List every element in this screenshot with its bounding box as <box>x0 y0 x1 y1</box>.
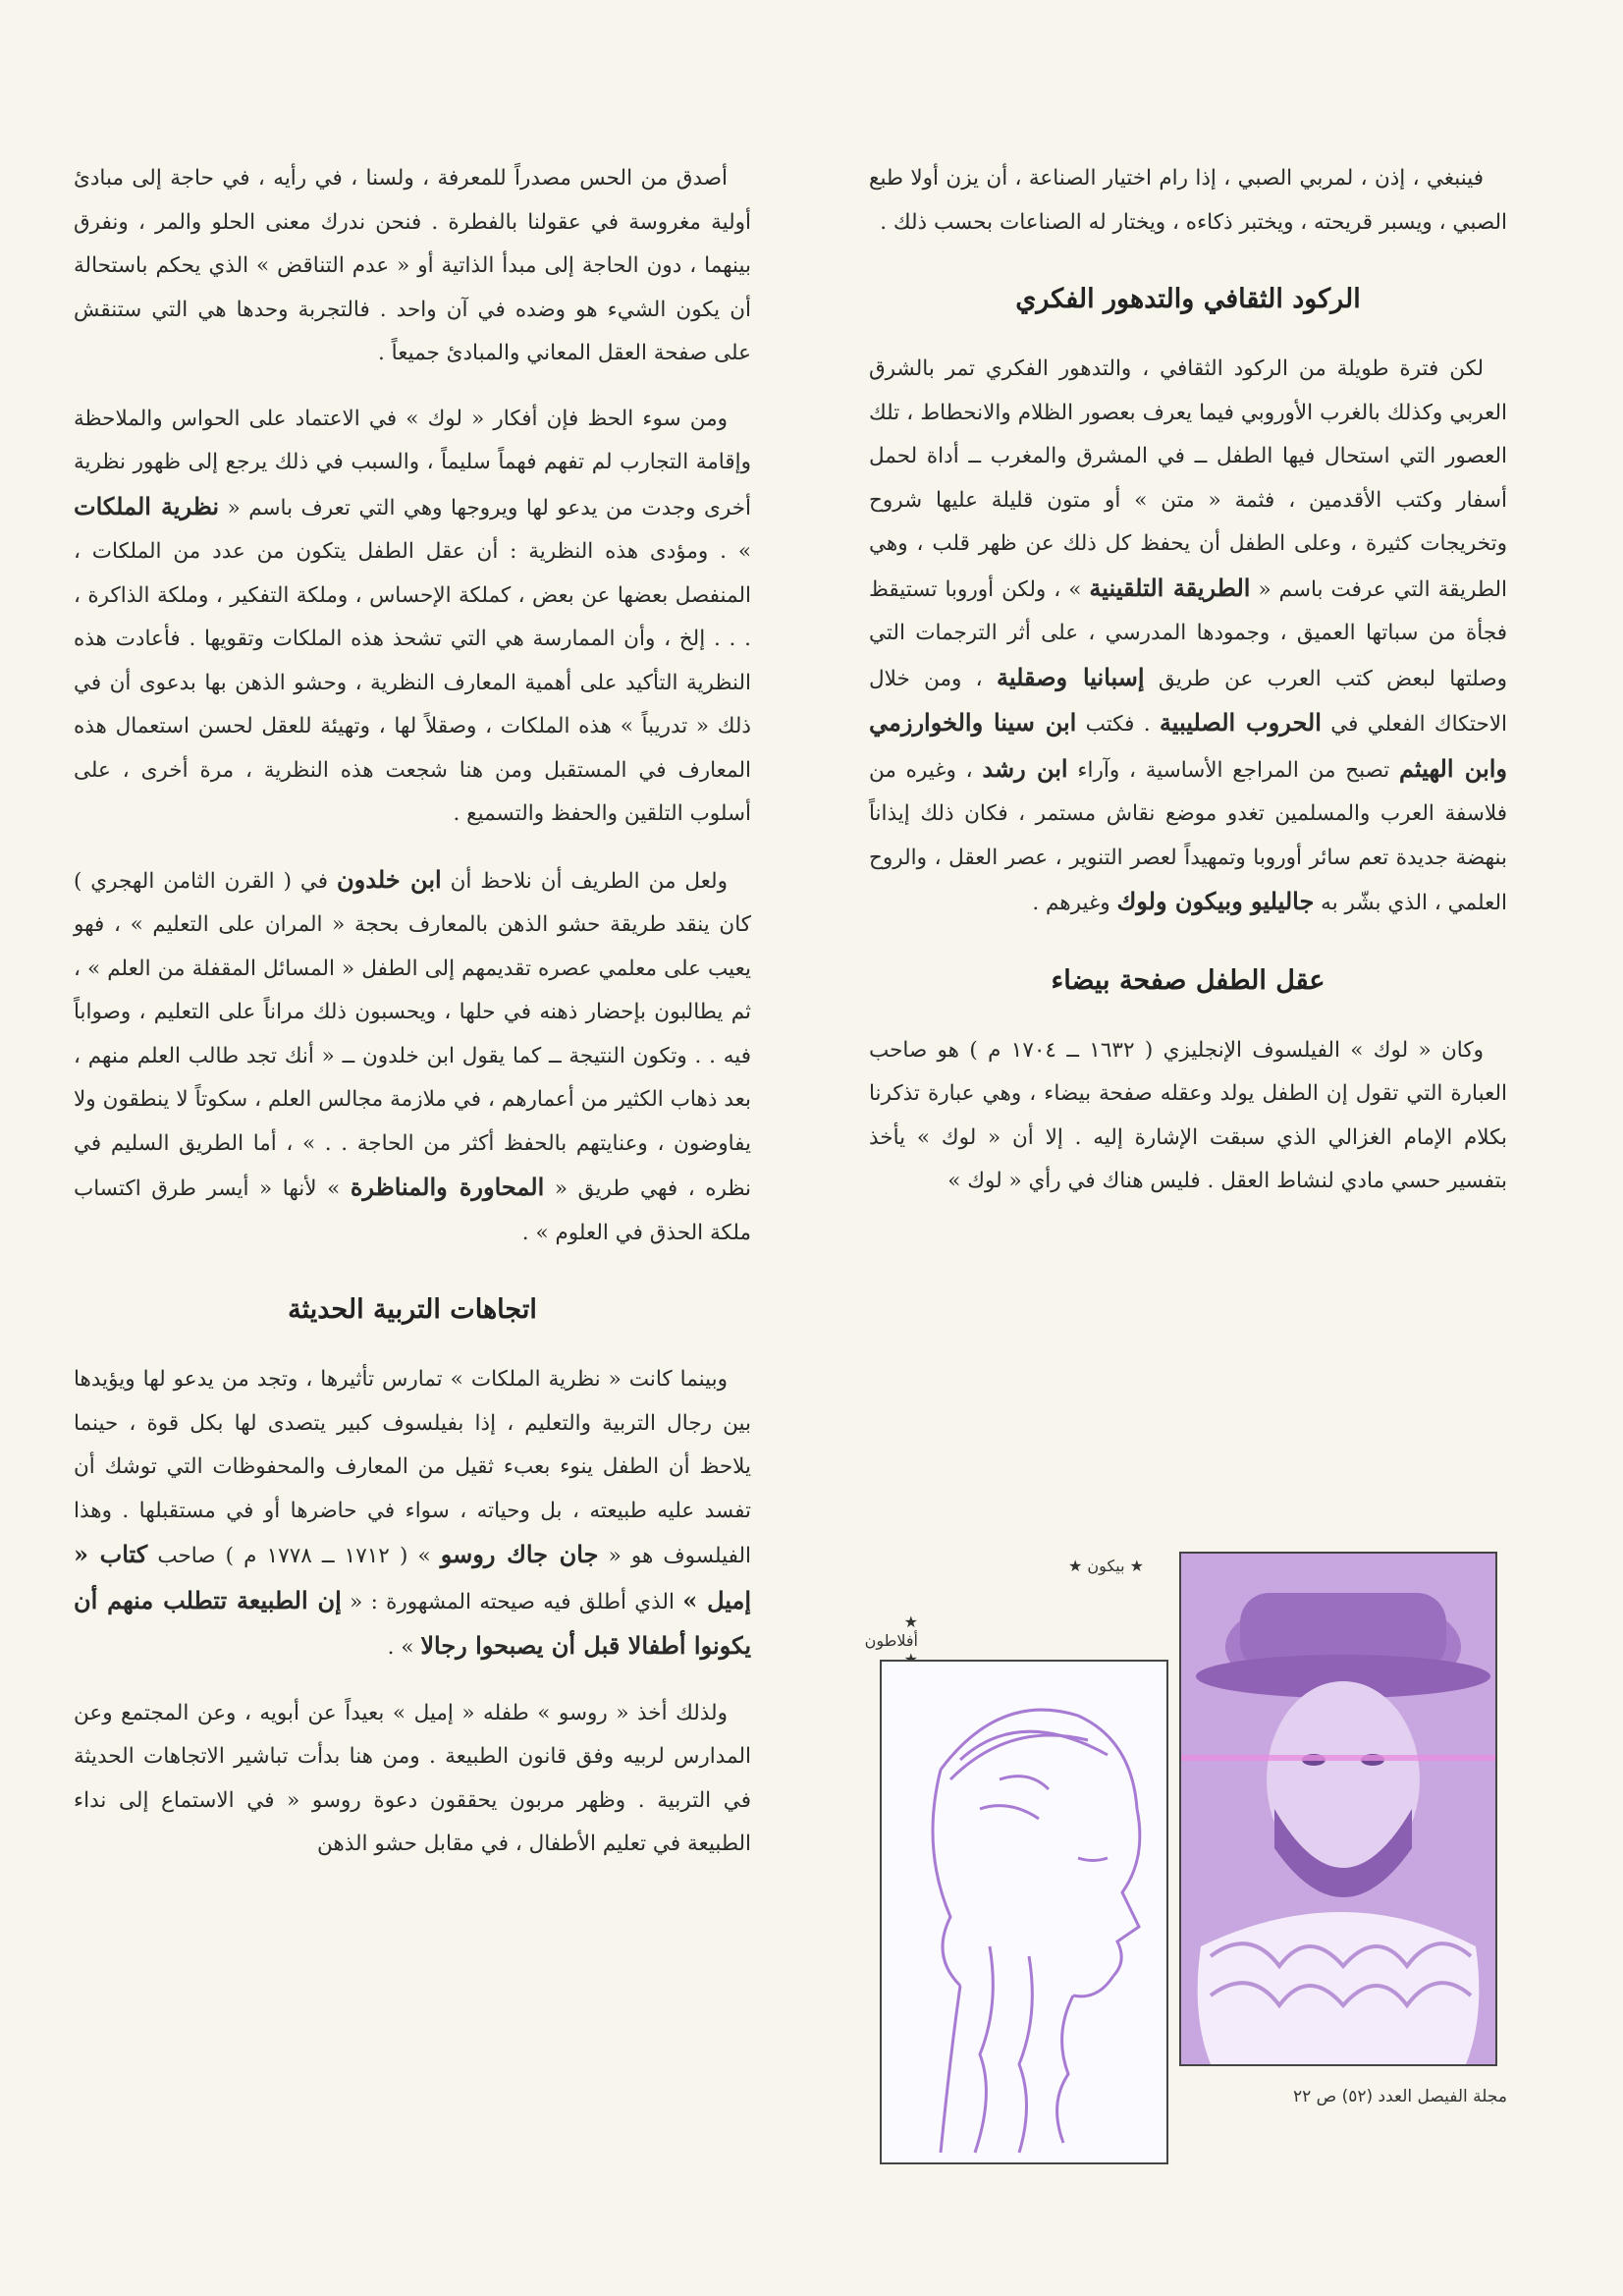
right-column <box>869 157 1507 1226</box>
paragraph-ibn-khaldun <box>74 858 751 1256</box>
text: وغيرهم . <box>1032 891 1110 915</box>
heading-blank-slate: عقل الطفل صفحة بيضاء <box>1051 964 1325 996</box>
text: » . <box>387 1635 414 1660</box>
emphasis: الحروب الصليبية <box>1159 708 1322 737</box>
source-caption: مجلة الفيصل العدد (٥٢) ص ٢٢ <box>1292 2087 1507 2106</box>
paragraph-intro: فينبغي ، إذن ، لمربي الصبي ، إذا رام اختيار الصناعة ، أن يزن أولا طبع الصبي ، ويسبر قريحته ، ويختبر ذكاءه ، ويختار له الصناعات بحسب ذلك . <box>869 166 1507 235</box>
paragraph-stagnation <box>869 348 1507 926</box>
emphasis: كتاب « إميل » <box>74 1540 752 1614</box>
text: في ( القرن الثامن الهجري ) كان ينقد طريقة حشو الذهن بالمعارف بحجة « المران على التعليم » ، فهو يعيب على معلمي عصره تقديمهم إلى الطفل « المسائل المقفلة من العلم » ، ثم يطالبون بإحضار ذهنه في حلها ، ويحسبون ذلك مراناً على التعليم ، وصواباً فيه . . وتكون النتيجة ــ كما يقول ابن خلدون ــ « أنك تجد طالب العلم منهم ، بعد ذهاب الكثير من أعمارهم ، في ملازمة مجالس العلم ، سكوتاً لا ينطقون ولا يفاوضون ، وعنايتهم بالحفظ أكثر من الحاجة . . » ، أما الطريق السليم في نظره ، فهي طريق « <box>74 868 751 1201</box>
paragraph-rousseau <box>74 1358 751 1670</box>
emphasis: نظرية الملكات <box>74 491 220 520</box>
emphasis: جان جاك روسو <box>440 1540 599 1568</box>
text: » ( ١٧١٢ ــ ١٧٧٨ م ) صاحب <box>157 1544 431 1568</box>
text: » لأنها « أيسر طرق اكتساب ملكة الحذق في العلوم » . <box>74 1176 751 1245</box>
text: الذي أطلق فيه صيحته المشهورة : « <box>350 1589 675 1614</box>
paragraph-locke: وكان « لوك » الفيلسوف الإنجليزي ( ١٦٣٢ ــ ١٧٠٤ م ) هو صاحب العبارة التي تقول إن الطفل يولد وعقله صفحة بيضاء ، وهي عبارة تذكرنا بكلام الإمام الغزالي الذي سبقت الإشارة إليه . إلا أن « لوك » يأخذ بتفسير حسي مادي لنشاط العقل . فليس هناك في رأي « لوك » <box>869 1037 1507 1193</box>
caption-plato: ★ أفلاطون <box>864 1613 918 1650</box>
left-column <box>74 157 751 1888</box>
emphasis: ابن خلدون <box>337 864 442 894</box>
emphasis: جاليليو وبيكون ولوك <box>1116 887 1315 915</box>
text: ، وغيره من فلاسفة العرب والمسلمين تغدو موضع نقاش مستمر ، فكان ذلك إيذاناً بنهضة جديدة تعم سائر أوروبا وتمهيداً لعصر التنوير ، عصر العقل ، والروح العلمي ، الذي بشّر به <box>869 757 1507 915</box>
emphasis: إسبانيا وصقلية <box>996 662 1145 691</box>
plato-portrait-drawing <box>882 1662 1166 2162</box>
emphasis: إن الطبيعة تتطلب منهم أن يكونوا أطفالا قبل أن يصبحوا رجالا <box>74 1585 751 1660</box>
bacon-portrait <box>1179 1552 1497 2066</box>
text: ومن سوء الحظ فإن أفكار « لوك » في الاعتماد على الحواس والملاحظة وإقامة التجارب لم تفهم فهماً سليماً ، والسبب في ذلك يرجع إلى ظهور نظرية أخرى وجدت من يدعو لها ويروجها وهي التي تعرف باسم « <box>74 406 751 520</box>
emphasis: الطريقة التلقينية <box>1089 573 1251 602</box>
text: وبينما كانت « نظرية الملكات » تمارس تأثيرها ، وتجد من يدعو لها ويؤيدها بين رجال التربية والتعليم ، إذا بفيلسوف كبير يتصدى لها بكل قوة ، حينما يلاحظ أن الطفل ينوء بعبء ثقيل من المعارف والمحفوظات التي توشك أن تفسد عليه طبيعته ، بل وحياته ، سواء في حاضرها أو في مستقبلها . وهذا الفيلسوف هو « <box>74 1367 751 1568</box>
heading-cultural-stagnation: الركود الثقافي والتدهور الفكري <box>1015 284 1361 314</box>
bacon-portrait-drawing <box>1181 1554 1495 2064</box>
emphasis: المحاورة والمناظرة <box>350 1173 545 1201</box>
text: » ، ولكن أوروبا تستيقظ فجأة من سباتها العميق ، وجمودها المدرسي ، على أثر الترجمات التي وصلتها لبعض كتب العرب عن طريق <box>869 576 1507 691</box>
emphasis: ابن سينا والخوارزمي وابن الهيثم <box>869 708 1508 783</box>
heading-modern-education: اتجاهات التربية الحديثة <box>288 1294 537 1325</box>
text: ، ومن خلال الاحتكاك الفعلي في <box>869 666 1508 737</box>
plato-portrait <box>880 1660 1168 2164</box>
text: » . ومؤدى هذه النظرية : أن عقل الطفل يتكون من عدد من الملكات ، المنفصل بعضها عن بعض ، كملكة الإحساس ، وملكة التفكير ، وملكة الذاكرة ، . . . إلخ ، وأن الممارسة هي التي تشحذ هذه الملكات وتقويها . فأعادت هذه النظرية التأكيد على أهمية المعارف النظرية ، وحشو الذهن بها بدعوى أن في ذلك « تدريباً » هذه الملكات ، وصقلاً لها ، وتهيئة للعقل لحسن استعمال هذه المعارف في المستقبل ومن هنا شجعت هذه النظرية ، مرة أخرى ، على أسلوب التلقين والحفظ والتسميع . <box>74 539 751 826</box>
emphasis: ابن رشد <box>982 753 1068 783</box>
text: . فكتب <box>1085 712 1151 737</box>
paragraph-emile: ولذلك أخذ « روسو » طفله « إميل » بعيداً عن أبويه ، وعن المجتمع وعن المدارس لربيه وفق قانون الطبيعة . ومن هنا بدأت تباشير الاتجاهات الحديثة في التربية . وظهر مربون يحققون دعوة روسو « في الاستماع إلى نداء الطبيعة في تعليم الأطفال ، في مقابل حشو الذهن <box>74 1700 751 1856</box>
caption-bacon: ★ بيكون ★ <box>1068 1557 1144 1575</box>
portraits-figure <box>864 1532 1507 2170</box>
paragraph-faculties <box>74 398 751 837</box>
text: ولعل من الطريف أن نلاحظ أن <box>450 868 728 894</box>
text: تصبح من المراجع الأساسية ، وآراء <box>1077 757 1390 783</box>
text: لكن فترة طويلة من الركود الثقافي ، والتدهور الفكري تمر بالشرق العربي وكذلك بالغرب الأوروبي فيما يعرف بعصور الظلام والانحطاط ، تلك العصور التي استحال فيها الطفل ــ في المشرق والمغرب ــ أداة لحمل أسفار وكتب الأقدمين ، فثمة « متن » أو متون قليلة عليها شروح وتخريجات كثيرة ، وعلى الطفل أن يحفظ كل ذلك عن ظهر قلب ، وهي الطريقة التي عرفت باسم « <box>869 356 1507 602</box>
paragraph-senses: أصدق من الحس مصدراً للمعرفة ، ولسنا ، في رأيه ، في حاجة إلى مبادئ أولية مغروسة في عقولنا بالفطرة . فنحن ندرك معنى الحلو والمر ، ونفرق بينهما ، دون الحاجة إلى مبدأ الذاتية أو « عدم التناقض » الذي يحكم باستحالة أن يكون الشيء هو وضده في آن واحد . فالتجربة وحدها هي التي ستنقش على صفحة العقل المعاني والمبادئ جميعاً . <box>74 166 751 365</box>
